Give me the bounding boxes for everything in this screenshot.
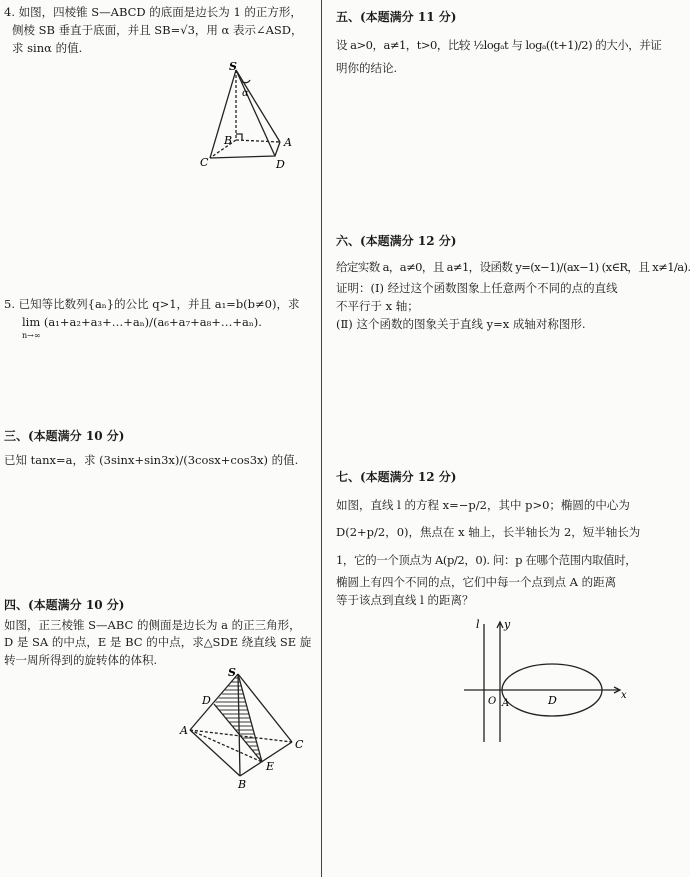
- q5-line-2: lim (a₁+a₂+a₃+…+aₙ)/(a₆+a₇+a₈+…+aₙ).: [22, 314, 262, 329]
- fig3-label-a: A: [502, 698, 510, 709]
- section-6-line-4: (Ⅱ) 这个函数的图象关于直线 y=x 成轴对称图形.: [336, 317, 586, 332]
- section-7-line-1: 如图，直线 l 的方程 x=−p/2，其中 p>0；椭圆的中心为: [336, 497, 630, 512]
- section-7-line-4: 椭圆上有四个不同的点，它们中每一个点到点 A 的距离: [336, 575, 617, 590]
- section-6: [336, 232, 690, 334]
- section-4-line-1: 如图，正三棱锥 S—ABC 的侧面是边长为 a 的正三角形，: [4, 617, 301, 632]
- question-5: [4, 296, 316, 340]
- fig1-label-b: B: [224, 134, 233, 147]
- fig3-label-y: y: [504, 618, 511, 631]
- section-5: [336, 8, 662, 78]
- section-7: [336, 468, 641, 610]
- fig1-label-c: C: [200, 156, 209, 169]
- section-4-line-2: D 是 SA 的中点，E 是 BC 的中点，求△SDE 绕直线 SE 旋: [4, 635, 312, 650]
- section-6-line-1: 给定实数 a，a≠0，且 a≠1，设函数 y=(x−1)/(ax−1) (x∈R，且 x≠1/a).: [336, 259, 690, 274]
- section-3-line-1: 已知 tanx=a，求 (3sinx+sin3x)/(3cosx+cos3x) 的值.: [4, 452, 299, 467]
- pyramid-sabcd-figure: [196, 58, 308, 174]
- section-6-line-2: 证明：(Ⅰ) 经过这个函数图象上任意两个不同的点的直线: [336, 281, 618, 296]
- q5-lim-subscript: n→∞: [22, 330, 41, 340]
- fig2-label-a: A: [180, 724, 188, 737]
- section-3: [4, 427, 316, 469]
- section-3-heading: 三、(本题满分 10 分): [4, 429, 125, 443]
- section-5-heading: 五、(本题满分 11 分): [336, 10, 457, 24]
- section-4-heading: 四、(本题满分 10 分): [4, 598, 125, 612]
- fig2-label-d: D: [202, 694, 211, 707]
- fig3-label-o: O: [488, 696, 497, 707]
- fig2-label-s: S: [228, 666, 236, 679]
- section-5-line-1: 设 a>0，a≠1，t>0，比较 ½logₐt 与 logₐ((t+1)/2) 的大小，并证: [336, 37, 662, 52]
- fig3-label-d: D: [548, 694, 557, 707]
- fig1-label-alpha: α: [242, 88, 249, 99]
- section-4-line-3: 转一周所得到的旋转体的体积.: [4, 653, 158, 668]
- fig3-label-x: x: [621, 690, 627, 701]
- fig1-label-a: A: [284, 136, 292, 149]
- section-7-line-5: 等于该点到直线 l 的距离？: [336, 592, 474, 607]
- q4-line-3: 求 sinα 的值.: [12, 40, 83, 55]
- q5-line-1: 5. 已知等比数列{aₙ}的公比 q>1，并且 a₁=b(b≠0)，求: [4, 297, 300, 311]
- q4-line-1: 4. 如图，四棱锥 S—ABCD 的底面是边长为 1 的正方形，: [4, 5, 302, 19]
- fig2-label-b: B: [238, 778, 247, 791]
- ellipse-coordinate-figure: [460, 614, 630, 746]
- fig1-label-s: S: [229, 60, 237, 73]
- section-6-heading: 六、(本题满分 12 分): [336, 234, 457, 248]
- tetrahedron-sabc-figure: [178, 664, 310, 790]
- section-5-line-2: 明你的结论.: [336, 61, 398, 76]
- fig3-label-l: l: [476, 618, 480, 631]
- fig1-label-d: D: [276, 158, 285, 171]
- q4-line-2: 侧棱 SB 垂直于底面，并且 SB=√3，用 α 表示∠ASD，: [12, 22, 303, 37]
- column-divider: [321, 0, 322, 877]
- question-4: [4, 4, 316, 57]
- section-7-heading: 七、(本题满分 12 分): [336, 470, 457, 484]
- fig2-label-c: C: [295, 738, 304, 751]
- section-7-line-2: D(2+p/2，0)，焦点在 x 轴上，长半轴长为 2，短半轴长为: [336, 525, 641, 540]
- fig2-label-e: E: [266, 760, 275, 773]
- section-6-line-3: 不平行于 x 轴；: [336, 299, 419, 314]
- section-7-line-3: 1，它的一个顶点为 A(p/2，0). 问：p 在哪个范围内取值时，: [336, 553, 637, 568]
- section-4: [4, 596, 316, 670]
